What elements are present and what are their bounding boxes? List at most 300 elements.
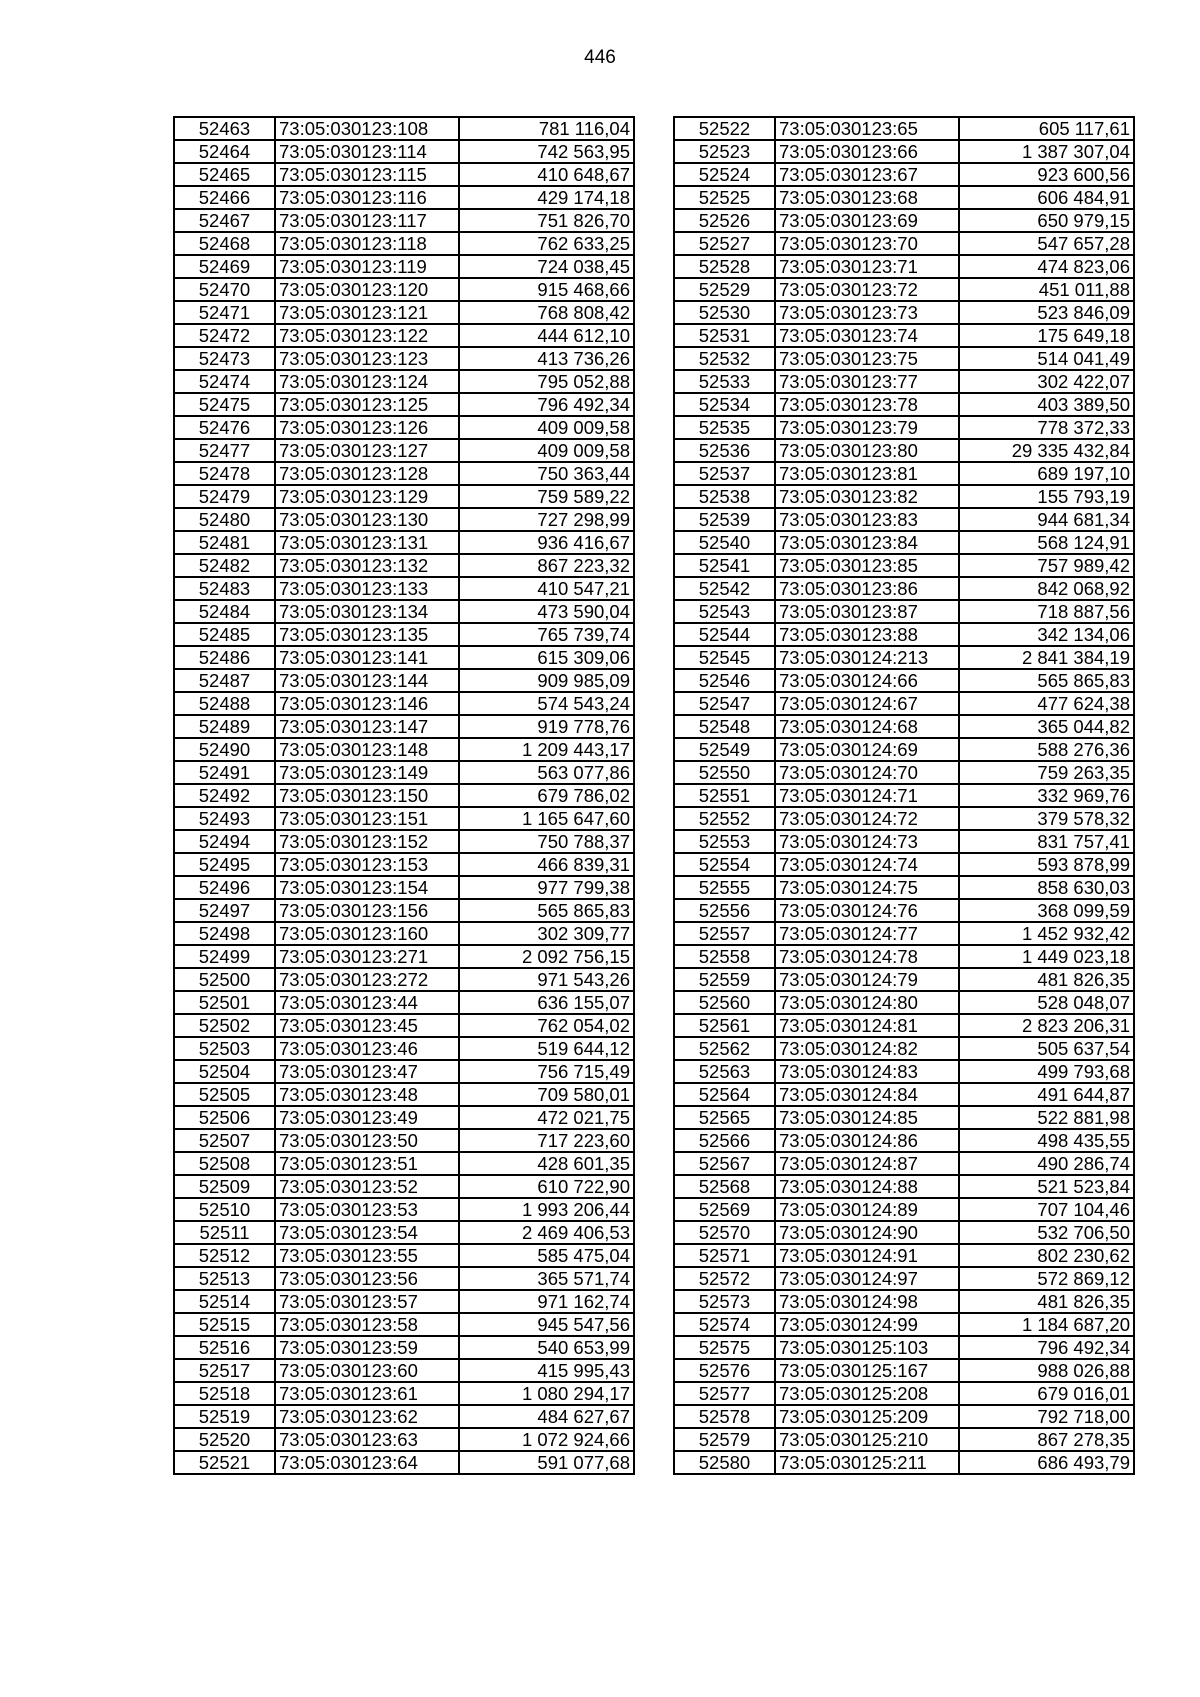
cadastral-number-cell: 73:05:030123:128 bbox=[275, 462, 459, 485]
value-cell: 484 627,67 bbox=[459, 1405, 634, 1428]
row-number-cell: 52468 bbox=[174, 232, 275, 255]
table-row bbox=[674, 508, 1134, 531]
table-row bbox=[674, 1428, 1134, 1451]
value-cell: 795 052,88 bbox=[459, 370, 634, 393]
value-cell: 410 648,67 bbox=[459, 163, 634, 186]
value-cell: 585 475,04 bbox=[459, 1244, 634, 1267]
table-row bbox=[674, 991, 1134, 1014]
cadastral-number-cell: 73:05:030125:210 bbox=[775, 1428, 959, 1451]
table-row bbox=[174, 347, 634, 370]
row-number-cell: 52537 bbox=[674, 462, 775, 485]
row-number-cell: 52480 bbox=[174, 508, 275, 531]
row-number-cell: 52554 bbox=[674, 853, 775, 876]
value-cell: 415 995,43 bbox=[459, 1359, 634, 1382]
table-row bbox=[674, 439, 1134, 462]
value-cell: 409 009,58 bbox=[459, 439, 634, 462]
row-number-cell: 52563 bbox=[674, 1060, 775, 1083]
row-number-cell: 52566 bbox=[674, 1129, 775, 1152]
cadastral-number-cell: 73:05:030123:64 bbox=[275, 1451, 459, 1474]
table-row bbox=[174, 853, 634, 876]
table-row bbox=[674, 324, 1134, 347]
value-cell: 547 657,28 bbox=[959, 232, 1134, 255]
table-row bbox=[174, 393, 634, 416]
table-row bbox=[674, 600, 1134, 623]
table-row bbox=[174, 1405, 634, 1428]
table-row bbox=[174, 485, 634, 508]
row-number-cell: 52538 bbox=[674, 485, 775, 508]
table-row bbox=[174, 1290, 634, 1313]
value-cell: 565 865,83 bbox=[459, 899, 634, 922]
cadastral-number-cell: 73:05:030123:133 bbox=[275, 577, 459, 600]
table-row bbox=[174, 416, 634, 439]
row-number-cell: 52513 bbox=[174, 1267, 275, 1290]
row-number-cell: 52544 bbox=[674, 623, 775, 646]
row-number-cell: 52573 bbox=[674, 1290, 775, 1313]
table-row bbox=[674, 1244, 1134, 1267]
value-cell: 523 846,09 bbox=[959, 301, 1134, 324]
value-cell: 792 718,00 bbox=[959, 1405, 1134, 1428]
registry-table-left bbox=[173, 116, 635, 1475]
table-row bbox=[674, 853, 1134, 876]
cadastral-number-cell: 73:05:030125:208 bbox=[775, 1382, 959, 1405]
row-number-cell: 52518 bbox=[174, 1382, 275, 1405]
row-number-cell: 52476 bbox=[174, 416, 275, 439]
row-number-cell: 52556 bbox=[674, 899, 775, 922]
cadastral-number-cell: 73:05:030124:98 bbox=[775, 1290, 959, 1313]
row-number-cell: 52466 bbox=[174, 186, 275, 209]
table-row bbox=[674, 899, 1134, 922]
table-row bbox=[174, 807, 634, 830]
cadastral-number-cell: 73:05:030124:68 bbox=[775, 715, 959, 738]
value-cell: 574 543,24 bbox=[459, 692, 634, 715]
value-cell: 519 644,12 bbox=[459, 1037, 634, 1060]
row-number-cell: 52562 bbox=[674, 1037, 775, 1060]
cadastral-number-cell: 73:05:030123:108 bbox=[275, 117, 459, 140]
value-cell: 532 706,50 bbox=[959, 1221, 1134, 1244]
cadastral-number-cell: 73:05:030124:67 bbox=[775, 692, 959, 715]
cadastral-number-cell: 73:05:030124:99 bbox=[775, 1313, 959, 1336]
value-cell: 727 298,99 bbox=[459, 508, 634, 531]
cadastral-number-cell: 73:05:030123:62 bbox=[275, 1405, 459, 1428]
cadastral-number-cell: 73:05:030123:84 bbox=[775, 531, 959, 554]
table-row bbox=[674, 163, 1134, 186]
cadastral-number-cell: 73:05:030125:103 bbox=[775, 1336, 959, 1359]
value-cell: 923 600,56 bbox=[959, 163, 1134, 186]
cadastral-number-cell: 73:05:030123:82 bbox=[775, 485, 959, 508]
value-cell: 707 104,46 bbox=[959, 1198, 1134, 1221]
row-number-cell: 52505 bbox=[174, 1083, 275, 1106]
row-number-cell: 52526 bbox=[674, 209, 775, 232]
cadastral-number-cell: 73:05:030123:144 bbox=[275, 669, 459, 692]
table-row bbox=[174, 968, 634, 991]
value-cell: 481 826,35 bbox=[959, 1290, 1134, 1313]
row-number-cell: 52561 bbox=[674, 1014, 775, 1037]
value-cell: 768 808,42 bbox=[459, 301, 634, 324]
cadastral-number-cell: 73:05:030123:69 bbox=[775, 209, 959, 232]
table-row bbox=[674, 692, 1134, 715]
value-cell: 1 452 932,42 bbox=[959, 922, 1134, 945]
value-cell: 565 865,83 bbox=[959, 669, 1134, 692]
row-number-cell: 52530 bbox=[674, 301, 775, 324]
row-number-cell: 52506 bbox=[174, 1106, 275, 1129]
table-row bbox=[174, 301, 634, 324]
value-cell: 936 416,67 bbox=[459, 531, 634, 554]
value-cell: 858 630,03 bbox=[959, 876, 1134, 899]
cadastral-number-cell: 73:05:030123:45 bbox=[275, 1014, 459, 1037]
cadastral-number-cell: 73:05:030124:84 bbox=[775, 1083, 959, 1106]
value-cell: 175 649,18 bbox=[959, 324, 1134, 347]
cadastral-number-cell: 73:05:030123:73 bbox=[775, 301, 959, 324]
value-cell: 1 209 443,17 bbox=[459, 738, 634, 761]
table-row bbox=[174, 692, 634, 715]
row-number-cell: 52491 bbox=[174, 761, 275, 784]
row-number-cell: 52475 bbox=[174, 393, 275, 416]
row-number-cell: 52570 bbox=[674, 1221, 775, 1244]
row-number-cell: 52547 bbox=[674, 692, 775, 715]
cadastral-number-cell: 73:05:030124:70 bbox=[775, 761, 959, 784]
value-cell: 490 286,74 bbox=[959, 1152, 1134, 1175]
row-number-cell: 52492 bbox=[174, 784, 275, 807]
value-cell: 977 799,38 bbox=[459, 876, 634, 899]
row-number-cell: 52499 bbox=[174, 945, 275, 968]
cadastral-number-cell: 73:05:030123:120 bbox=[275, 278, 459, 301]
cadastral-number-cell: 73:05:030123:151 bbox=[275, 807, 459, 830]
cadastral-number-cell: 73:05:030123:114 bbox=[275, 140, 459, 163]
table-row bbox=[674, 531, 1134, 554]
table-row bbox=[674, 186, 1134, 209]
table-row bbox=[674, 646, 1134, 669]
value-cell: 944 681,34 bbox=[959, 508, 1134, 531]
value-cell: 1 993 206,44 bbox=[459, 1198, 634, 1221]
value-cell: 796 492,34 bbox=[959, 1336, 1134, 1359]
table-row bbox=[174, 830, 634, 853]
cadastral-number-cell: 73:05:030123:122 bbox=[275, 324, 459, 347]
table-row bbox=[674, 1221, 1134, 1244]
cadastral-number-cell: 73:05:030123:134 bbox=[275, 600, 459, 623]
value-cell: 750 788,37 bbox=[459, 830, 634, 853]
table-row bbox=[674, 1359, 1134, 1382]
cadastral-number-cell: 73:05:030123:141 bbox=[275, 646, 459, 669]
row-number-cell: 52489 bbox=[174, 715, 275, 738]
table-row bbox=[674, 117, 1134, 140]
value-cell: 302 309,77 bbox=[459, 922, 634, 945]
row-number-cell: 52569 bbox=[674, 1198, 775, 1221]
row-number-cell: 52520 bbox=[174, 1428, 275, 1451]
table-row bbox=[174, 531, 634, 554]
value-cell: 155 793,19 bbox=[959, 485, 1134, 508]
table-row bbox=[674, 761, 1134, 784]
table-row bbox=[674, 393, 1134, 416]
value-cell: 718 887,56 bbox=[959, 600, 1134, 623]
table-row bbox=[174, 1451, 634, 1474]
row-number-cell: 52496 bbox=[174, 876, 275, 899]
cadastral-number-cell: 73:05:030123:118 bbox=[275, 232, 459, 255]
value-cell: 945 547,56 bbox=[459, 1313, 634, 1336]
table-row bbox=[674, 1451, 1134, 1474]
cadastral-number-cell: 73:05:030123:75 bbox=[775, 347, 959, 370]
row-number-cell: 52571 bbox=[674, 1244, 775, 1267]
table-row bbox=[174, 370, 634, 393]
cadastral-number-cell: 73:05:030123:83 bbox=[775, 508, 959, 531]
table-row bbox=[174, 278, 634, 301]
cadastral-number-cell: 73:05:030123:67 bbox=[775, 163, 959, 186]
value-cell: 368 099,59 bbox=[959, 899, 1134, 922]
cadastral-number-cell: 73:05:030123:60 bbox=[275, 1359, 459, 1382]
table-row bbox=[674, 347, 1134, 370]
cadastral-number-cell: 73:05:030124:83 bbox=[775, 1060, 959, 1083]
table-row bbox=[174, 899, 634, 922]
row-number-cell: 52525 bbox=[674, 186, 775, 209]
table-row bbox=[174, 232, 634, 255]
cadastral-number-cell: 73:05:030123:272 bbox=[275, 968, 459, 991]
cadastral-number-cell: 73:05:030123:80 bbox=[775, 439, 959, 462]
value-cell: 750 363,44 bbox=[459, 462, 634, 485]
table-row bbox=[174, 991, 634, 1014]
table-row bbox=[174, 1106, 634, 1129]
row-number-cell: 52543 bbox=[674, 600, 775, 623]
cadastral-number-cell: 73:05:030123:55 bbox=[275, 1244, 459, 1267]
table-row bbox=[174, 1313, 634, 1336]
table-row bbox=[174, 646, 634, 669]
table-row bbox=[674, 485, 1134, 508]
table-row bbox=[674, 922, 1134, 945]
row-number-cell: 52558 bbox=[674, 945, 775, 968]
table-row bbox=[174, 945, 634, 968]
row-number-cell: 52545 bbox=[674, 646, 775, 669]
cadastral-number-cell: 73:05:030123:71 bbox=[775, 255, 959, 278]
table-row bbox=[674, 416, 1134, 439]
row-number-cell: 52487 bbox=[174, 669, 275, 692]
cadastral-number-cell: 73:05:030123:79 bbox=[775, 416, 959, 439]
value-cell: 499 793,68 bbox=[959, 1060, 1134, 1083]
value-cell: 909 985,09 bbox=[459, 669, 634, 692]
cadastral-number-cell: 73:05:030123:85 bbox=[775, 554, 959, 577]
value-cell: 679 786,02 bbox=[459, 784, 634, 807]
value-cell: 842 068,92 bbox=[959, 577, 1134, 600]
table-row bbox=[674, 669, 1134, 692]
table-row bbox=[674, 554, 1134, 577]
cadastral-number-cell: 73:05:030123:87 bbox=[775, 600, 959, 623]
row-number-cell: 52560 bbox=[674, 991, 775, 1014]
cadastral-number-cell: 73:05:030125:167 bbox=[775, 1359, 959, 1382]
row-number-cell: 52568 bbox=[674, 1175, 775, 1198]
row-number-cell: 52482 bbox=[174, 554, 275, 577]
table-row bbox=[174, 738, 634, 761]
table-row bbox=[674, 1083, 1134, 1106]
row-number-cell: 52534 bbox=[674, 393, 775, 416]
value-cell: 428 601,35 bbox=[459, 1152, 634, 1175]
value-cell: 751 826,70 bbox=[459, 209, 634, 232]
value-cell: 522 881,98 bbox=[959, 1106, 1134, 1129]
value-cell: 679 016,01 bbox=[959, 1382, 1134, 1405]
row-number-cell: 52577 bbox=[674, 1382, 775, 1405]
value-cell: 610 722,90 bbox=[459, 1175, 634, 1198]
value-cell: 765 739,74 bbox=[459, 623, 634, 646]
value-cell: 1 080 294,17 bbox=[459, 1382, 634, 1405]
value-cell: 971 162,74 bbox=[459, 1290, 634, 1313]
cadastral-number-cell: 73:05:030123:86 bbox=[775, 577, 959, 600]
table-row bbox=[674, 255, 1134, 278]
row-number-cell: 52553 bbox=[674, 830, 775, 853]
value-cell: 686 493,79 bbox=[959, 1451, 1134, 1474]
registry-table-right bbox=[673, 116, 1135, 1475]
cadastral-number-cell: 73:05:030123:46 bbox=[275, 1037, 459, 1060]
table-row bbox=[674, 1405, 1134, 1428]
value-cell: 762 054,02 bbox=[459, 1014, 634, 1037]
table-row bbox=[674, 807, 1134, 830]
cadastral-number-cell: 73:05:030123:58 bbox=[275, 1313, 459, 1336]
row-number-cell: 52551 bbox=[674, 784, 775, 807]
cadastral-number-cell: 73:05:030124:81 bbox=[775, 1014, 959, 1037]
table-row bbox=[174, 1267, 634, 1290]
cadastral-number-cell: 73:05:030123:146 bbox=[275, 692, 459, 715]
cadastral-number-cell: 73:05:030123:49 bbox=[275, 1106, 459, 1129]
row-number-cell: 52549 bbox=[674, 738, 775, 761]
row-number-cell: 52486 bbox=[174, 646, 275, 669]
table-row bbox=[174, 669, 634, 692]
value-cell: 593 878,99 bbox=[959, 853, 1134, 876]
cadastral-number-cell: 73:05:030124:75 bbox=[775, 876, 959, 899]
row-number-cell: 52503 bbox=[174, 1037, 275, 1060]
table-row bbox=[174, 1060, 634, 1083]
value-cell: 867 223,32 bbox=[459, 554, 634, 577]
table-row bbox=[674, 968, 1134, 991]
page-number: 446 bbox=[584, 47, 616, 68]
row-number-cell: 52514 bbox=[174, 1290, 275, 1313]
cadastral-number-cell: 73:05:030125:211 bbox=[775, 1451, 959, 1474]
value-cell: 473 590,04 bbox=[459, 600, 634, 623]
row-number-cell: 52519 bbox=[174, 1405, 275, 1428]
row-number-cell: 52494 bbox=[174, 830, 275, 853]
cadastral-number-cell: 73:05:030123:126 bbox=[275, 416, 459, 439]
cadastral-number-cell: 73:05:030123:61 bbox=[275, 1382, 459, 1405]
value-cell: 572 869,12 bbox=[959, 1267, 1134, 1290]
value-cell: 591 077,68 bbox=[459, 1451, 634, 1474]
row-number-cell: 52498 bbox=[174, 922, 275, 945]
cadastral-number-cell: 73:05:030123:44 bbox=[275, 991, 459, 1014]
row-number-cell: 52501 bbox=[174, 991, 275, 1014]
row-number-cell: 52540 bbox=[674, 531, 775, 554]
row-number-cell: 52509 bbox=[174, 1175, 275, 1198]
value-cell: 413 736,26 bbox=[459, 347, 634, 370]
value-cell: 498 435,55 bbox=[959, 1129, 1134, 1152]
table-row bbox=[174, 761, 634, 784]
cadastral-number-cell: 73:05:030123:130 bbox=[275, 508, 459, 531]
table-row bbox=[174, 1014, 634, 1037]
cadastral-number-cell: 73:05:030124:74 bbox=[775, 853, 959, 876]
value-cell: 1 184 687,20 bbox=[959, 1313, 1134, 1336]
row-number-cell: 52497 bbox=[174, 899, 275, 922]
value-cell: 2 469 406,53 bbox=[459, 1221, 634, 1244]
table-row bbox=[174, 554, 634, 577]
cadastral-number-cell: 73:05:030123:57 bbox=[275, 1290, 459, 1313]
row-number-cell: 52559 bbox=[674, 968, 775, 991]
cadastral-number-cell: 73:05:030123:47 bbox=[275, 1060, 459, 1083]
row-number-cell: 52507 bbox=[174, 1129, 275, 1152]
cadastral-number-cell: 73:05:030123:150 bbox=[275, 784, 459, 807]
value-cell: 540 653,99 bbox=[459, 1336, 634, 1359]
row-number-cell: 52488 bbox=[174, 692, 275, 715]
table-row bbox=[674, 623, 1134, 646]
row-number-cell: 52479 bbox=[174, 485, 275, 508]
value-cell: 742 563,95 bbox=[459, 140, 634, 163]
table-row bbox=[674, 140, 1134, 163]
value-cell: 1 165 647,60 bbox=[459, 807, 634, 830]
value-cell: 505 637,54 bbox=[959, 1037, 1134, 1060]
cadastral-number-cell: 73:05:030123:51 bbox=[275, 1152, 459, 1175]
cadastral-number-cell: 73:05:030124:78 bbox=[775, 945, 959, 968]
table-row bbox=[674, 715, 1134, 738]
cadastral-number-cell: 73:05:030123:48 bbox=[275, 1083, 459, 1106]
table-row bbox=[174, 324, 634, 347]
cadastral-number-cell: 73:05:030124:79 bbox=[775, 968, 959, 991]
value-cell: 365 571,74 bbox=[459, 1267, 634, 1290]
row-number-cell: 52532 bbox=[674, 347, 775, 370]
row-number-cell: 52536 bbox=[674, 439, 775, 462]
row-number-cell: 52516 bbox=[174, 1336, 275, 1359]
cadastral-number-cell: 73:05:030123:149 bbox=[275, 761, 459, 784]
row-number-cell: 52557 bbox=[674, 922, 775, 945]
value-cell: 332 969,76 bbox=[959, 784, 1134, 807]
cadastral-number-cell: 73:05:030124:77 bbox=[775, 922, 959, 945]
cadastral-number-cell: 73:05:030124:87 bbox=[775, 1152, 959, 1175]
table-row bbox=[674, 462, 1134, 485]
row-number-cell: 52521 bbox=[174, 1451, 275, 1474]
row-number-cell: 52546 bbox=[674, 669, 775, 692]
cadastral-number-cell: 73:05:030124:85 bbox=[775, 1106, 959, 1129]
row-number-cell: 52533 bbox=[674, 370, 775, 393]
cadastral-number-cell: 73:05:030123:74 bbox=[775, 324, 959, 347]
value-cell: 915 468,66 bbox=[459, 278, 634, 301]
value-cell: 1 387 307,04 bbox=[959, 140, 1134, 163]
cadastral-number-cell: 73:05:030123:72 bbox=[775, 278, 959, 301]
value-cell: 451 011,88 bbox=[959, 278, 1134, 301]
table-row bbox=[674, 784, 1134, 807]
table-row bbox=[174, 922, 634, 945]
row-number-cell: 52539 bbox=[674, 508, 775, 531]
row-number-cell: 52484 bbox=[174, 600, 275, 623]
value-cell: 717 223,60 bbox=[459, 1129, 634, 1152]
row-number-cell: 52472 bbox=[174, 324, 275, 347]
table-row bbox=[174, 1244, 634, 1267]
cadastral-number-cell: 73:05:030123:124 bbox=[275, 370, 459, 393]
table-row bbox=[174, 1175, 634, 1198]
table-row bbox=[174, 600, 634, 623]
value-cell: 2 092 756,15 bbox=[459, 945, 634, 968]
value-cell: 778 372,33 bbox=[959, 416, 1134, 439]
value-cell: 563 077,86 bbox=[459, 761, 634, 784]
table-row bbox=[174, 784, 634, 807]
cadastral-number-cell: 73:05:030123:78 bbox=[775, 393, 959, 416]
table-row bbox=[674, 1106, 1134, 1129]
cadastral-number-cell: 73:05:030124:73 bbox=[775, 830, 959, 853]
cadastral-number-cell: 73:05:030123:81 bbox=[775, 462, 959, 485]
row-number-cell: 52572 bbox=[674, 1267, 775, 1290]
value-cell: 762 633,25 bbox=[459, 232, 634, 255]
row-number-cell: 52524 bbox=[674, 163, 775, 186]
cadastral-number-cell: 73:05:030123:148 bbox=[275, 738, 459, 761]
table-row bbox=[674, 830, 1134, 853]
table-row bbox=[674, 1060, 1134, 1083]
cadastral-number-cell: 73:05:030123:77 bbox=[775, 370, 959, 393]
cadastral-number-cell: 73:05:030123:131 bbox=[275, 531, 459, 554]
value-cell: 636 155,07 bbox=[459, 991, 634, 1014]
value-cell: 302 422,07 bbox=[959, 370, 1134, 393]
table-row bbox=[674, 232, 1134, 255]
value-cell: 1 449 023,18 bbox=[959, 945, 1134, 968]
cadastral-number-cell: 73:05:030123:129 bbox=[275, 485, 459, 508]
row-number-cell: 52485 bbox=[174, 623, 275, 646]
